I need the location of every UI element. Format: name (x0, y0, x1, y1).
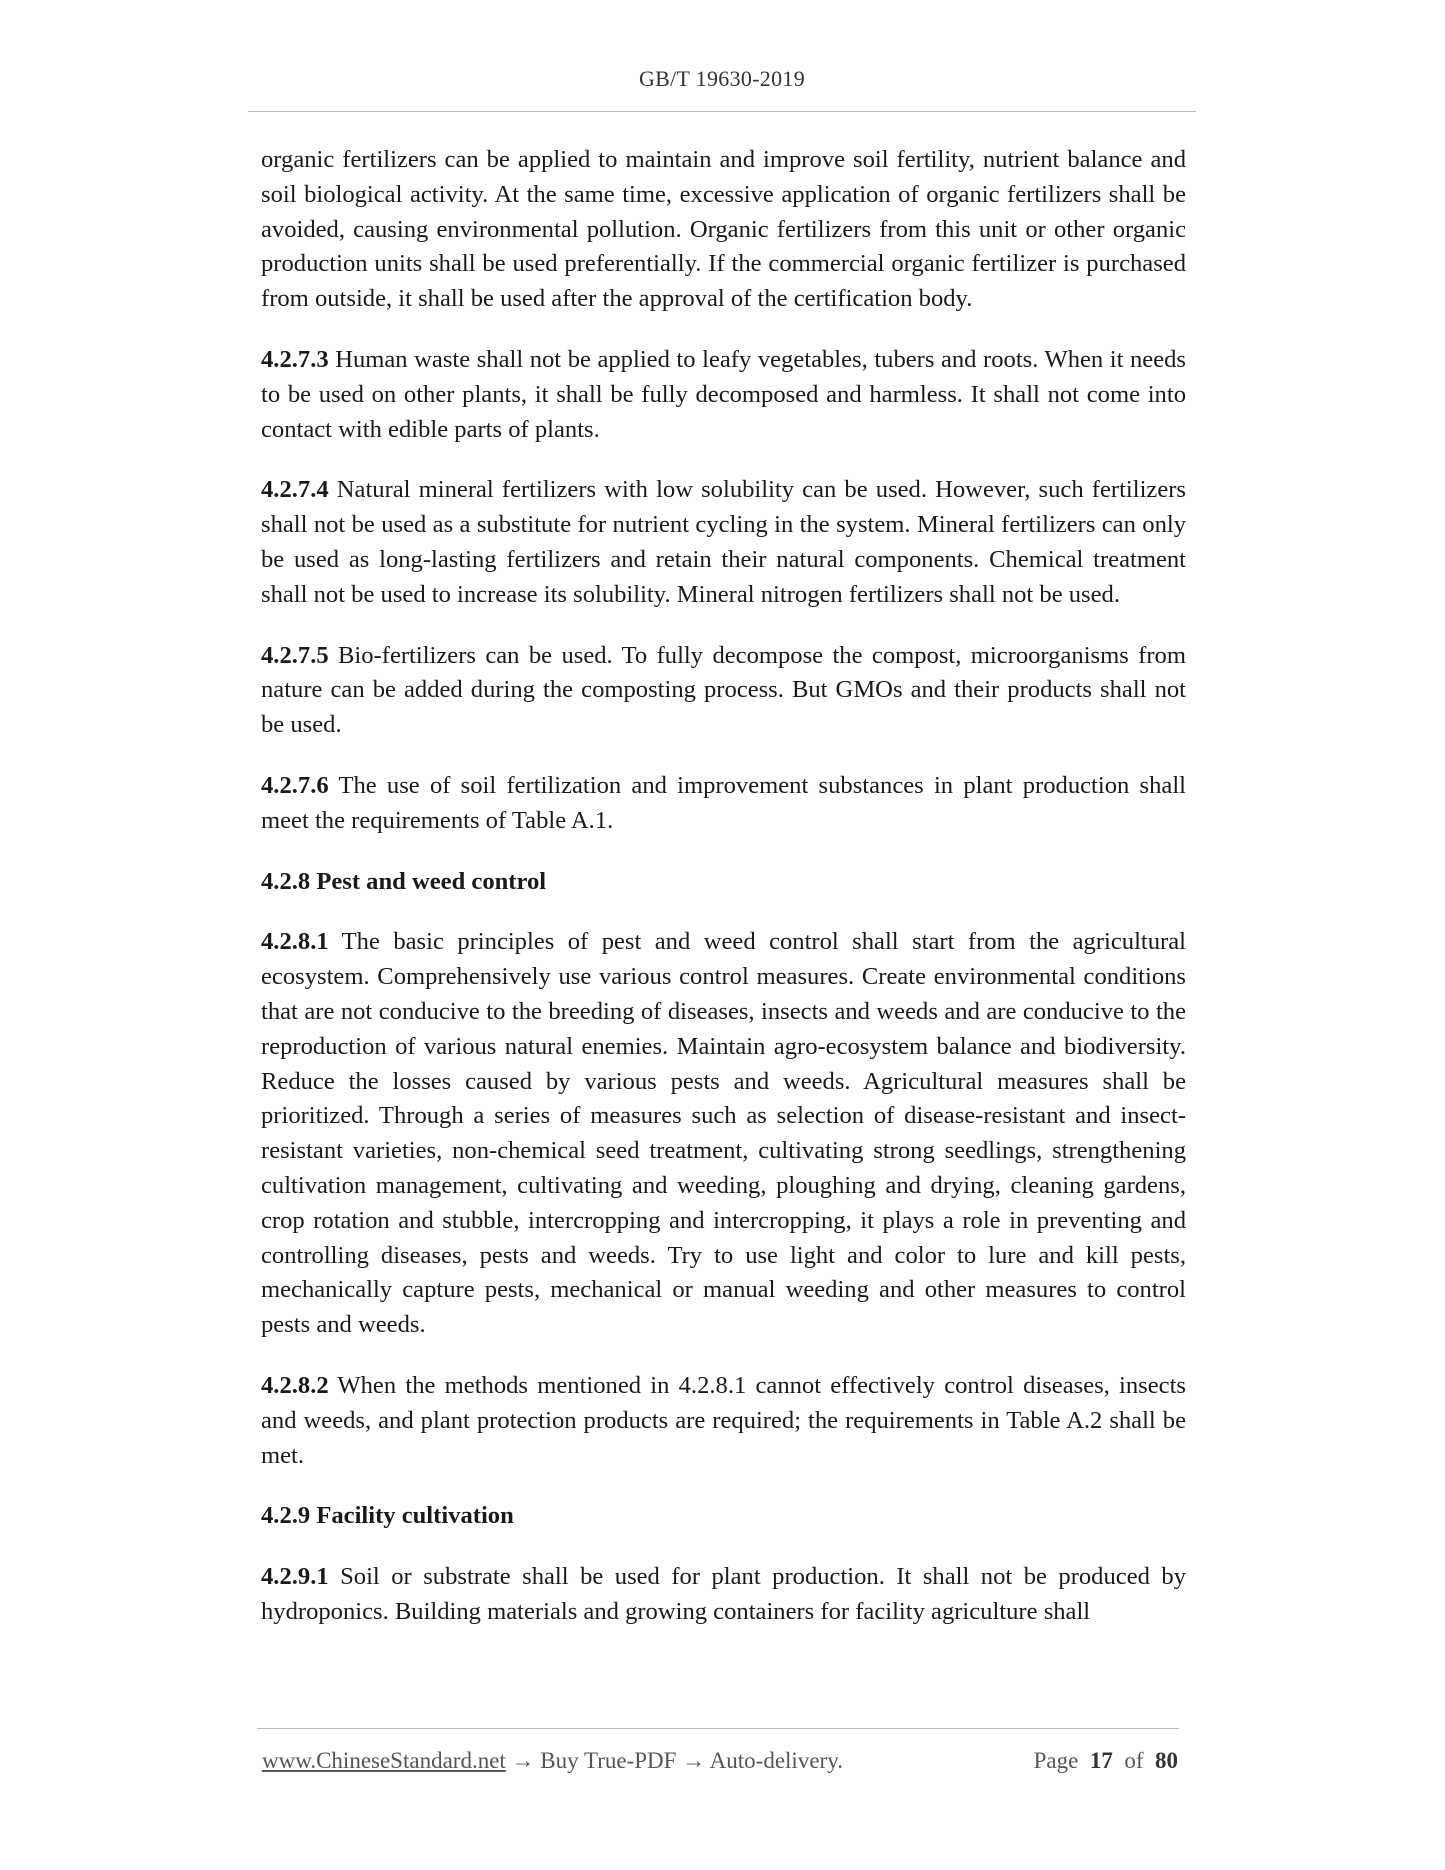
document-header: GB/T 19630-2019 (638, 66, 806, 91)
clause-4-2-8-1 (261, 925, 1186, 1343)
clause-number: 4.2.8.1 (261, 928, 329, 956)
auto-delivery-text: Auto-delivery. (709, 1748, 843, 1773)
clause-number: 4.2.7.3 (261, 345, 329, 373)
clause-text: When the methods mentioned in 4.2.8.1 cannot effectively control diseases, insects and weeds, and plant protection products are required; the requirements in Table A.2 shall be met. (261, 1371, 1186, 1469)
header-divider (248, 111, 1196, 112)
page-label: Page (1033, 1748, 1079, 1773)
page-total: 80 (1155, 1748, 1178, 1773)
clause-number: 4.2.7.4 (261, 476, 329, 504)
arrow-right-icon: → (676, 1748, 710, 1773)
clause-number: 4.2.7.5 (261, 641, 329, 669)
buy-pdf-text: Buy True-PDF (540, 1748, 677, 1773)
clause-text: Bio-fertilizers can be used. To fully decompose the compost, microorganisms from nature can be added during the composting process. But GMOs and their products shall not be used. (261, 641, 1186, 739)
clause-4-2-7-6 (261, 769, 1186, 839)
page-footer (262, 1748, 1178, 1774)
clause-text: The basic principles of pest and weed control shall start from the agricultural ecosystem. Comprehensively use various control measures. Create environmental conditions that are not conducive to the breeding of diseases, insects and weeds and are conducive to the reproduction of various natural enemies. Maintain agro-ecosystem balance and biodiversity. Reduce the losses caused by various pests and weeds. Agricultural measures shall be prioritized. Through a series of measures such as selection of disease-resistant and insect-resistant varieties, non-chemical seed treatment, cultivating strong seedlings, strengthening cultivation management, cultivating and weeding, ploughing and drying, cleaning gardens, crop rotation and stubble, intercropping and intercropping, it plays a role in preventing and controlling diseases, pests and weeds. Try to use light and color to lure and kill pests, mechanically capture pests, mechanical or manual weeding and other measures to control pests and weeds. (261, 928, 1186, 1339)
clause-number: 4.2.8.2 (261, 1371, 329, 1399)
section-heading-4-2-9: 4.2.9 Facility cultivation (261, 1502, 514, 1530)
clause-text: The use of soil fertilization and improvement substances in plant production shall meet the requirements of Table A.1. (261, 771, 1186, 834)
document-body (261, 143, 1186, 1656)
clause-4-2-9-1 (261, 1560, 1186, 1630)
clause-text: Soil or substrate shall be used for plant production. It shall not be produced by hydroponics. Building materials and growing containers for facility agriculture shall (261, 1563, 1186, 1625)
clause-4-2-7-3 (261, 343, 1186, 447)
website-link[interactable]: www.ChineseStandard.net (262, 1748, 506, 1773)
arrow-right-icon: → (505, 1748, 541, 1773)
footer-divider (257, 1728, 1179, 1729)
clause-text: Human waste shall not be applied to leafy vegetables, tubers and roots. When it needs to be used on other plants, it shall be fully decomposed and harmless. It shall not come into contact with edible parts of plants. (261, 345, 1186, 443)
page-number: 17 (1089, 1748, 1113, 1773)
paragraph-continuation: organic fertilizers can be applied to maintain and improve soil fertility, nutrient balance and soil biological activity. At the same time, excessive application of organic fertilizers shall be avoided, causing environmental pollution. Organic fertilizers from this unit or other organic production units shall be used preferentially. If the commercial organic fertilizer is purchased from outside, it shall be used after the approval of the certification body. (261, 146, 1186, 313)
page-counter (1034, 1748, 1178, 1774)
clause-number: 4.2.7.6 (261, 771, 329, 799)
clause-text: Natural mineral fertilizers with low solubility can be used. However, such fertilizers shall not be used as a substitute for nutrient cycling in the system. Mineral fertilizers can only be used as long-lasting fertilizers and retain their natural components. Chemical treatment shall not be used to increase its solubility. Mineral nitrogen fertilizers shall not be used. (261, 476, 1186, 608)
clause-4-2-7-5 (261, 639, 1186, 743)
clause-number: 4.2.9.1 (261, 1563, 329, 1591)
of-label: of (1124, 1748, 1144, 1773)
clause-4-2-7-4 (261, 473, 1186, 612)
clause-4-2-8-2 (261, 1369, 1186, 1473)
section-heading-4-2-8: 4.2.8 Pest and weed control (261, 867, 547, 895)
